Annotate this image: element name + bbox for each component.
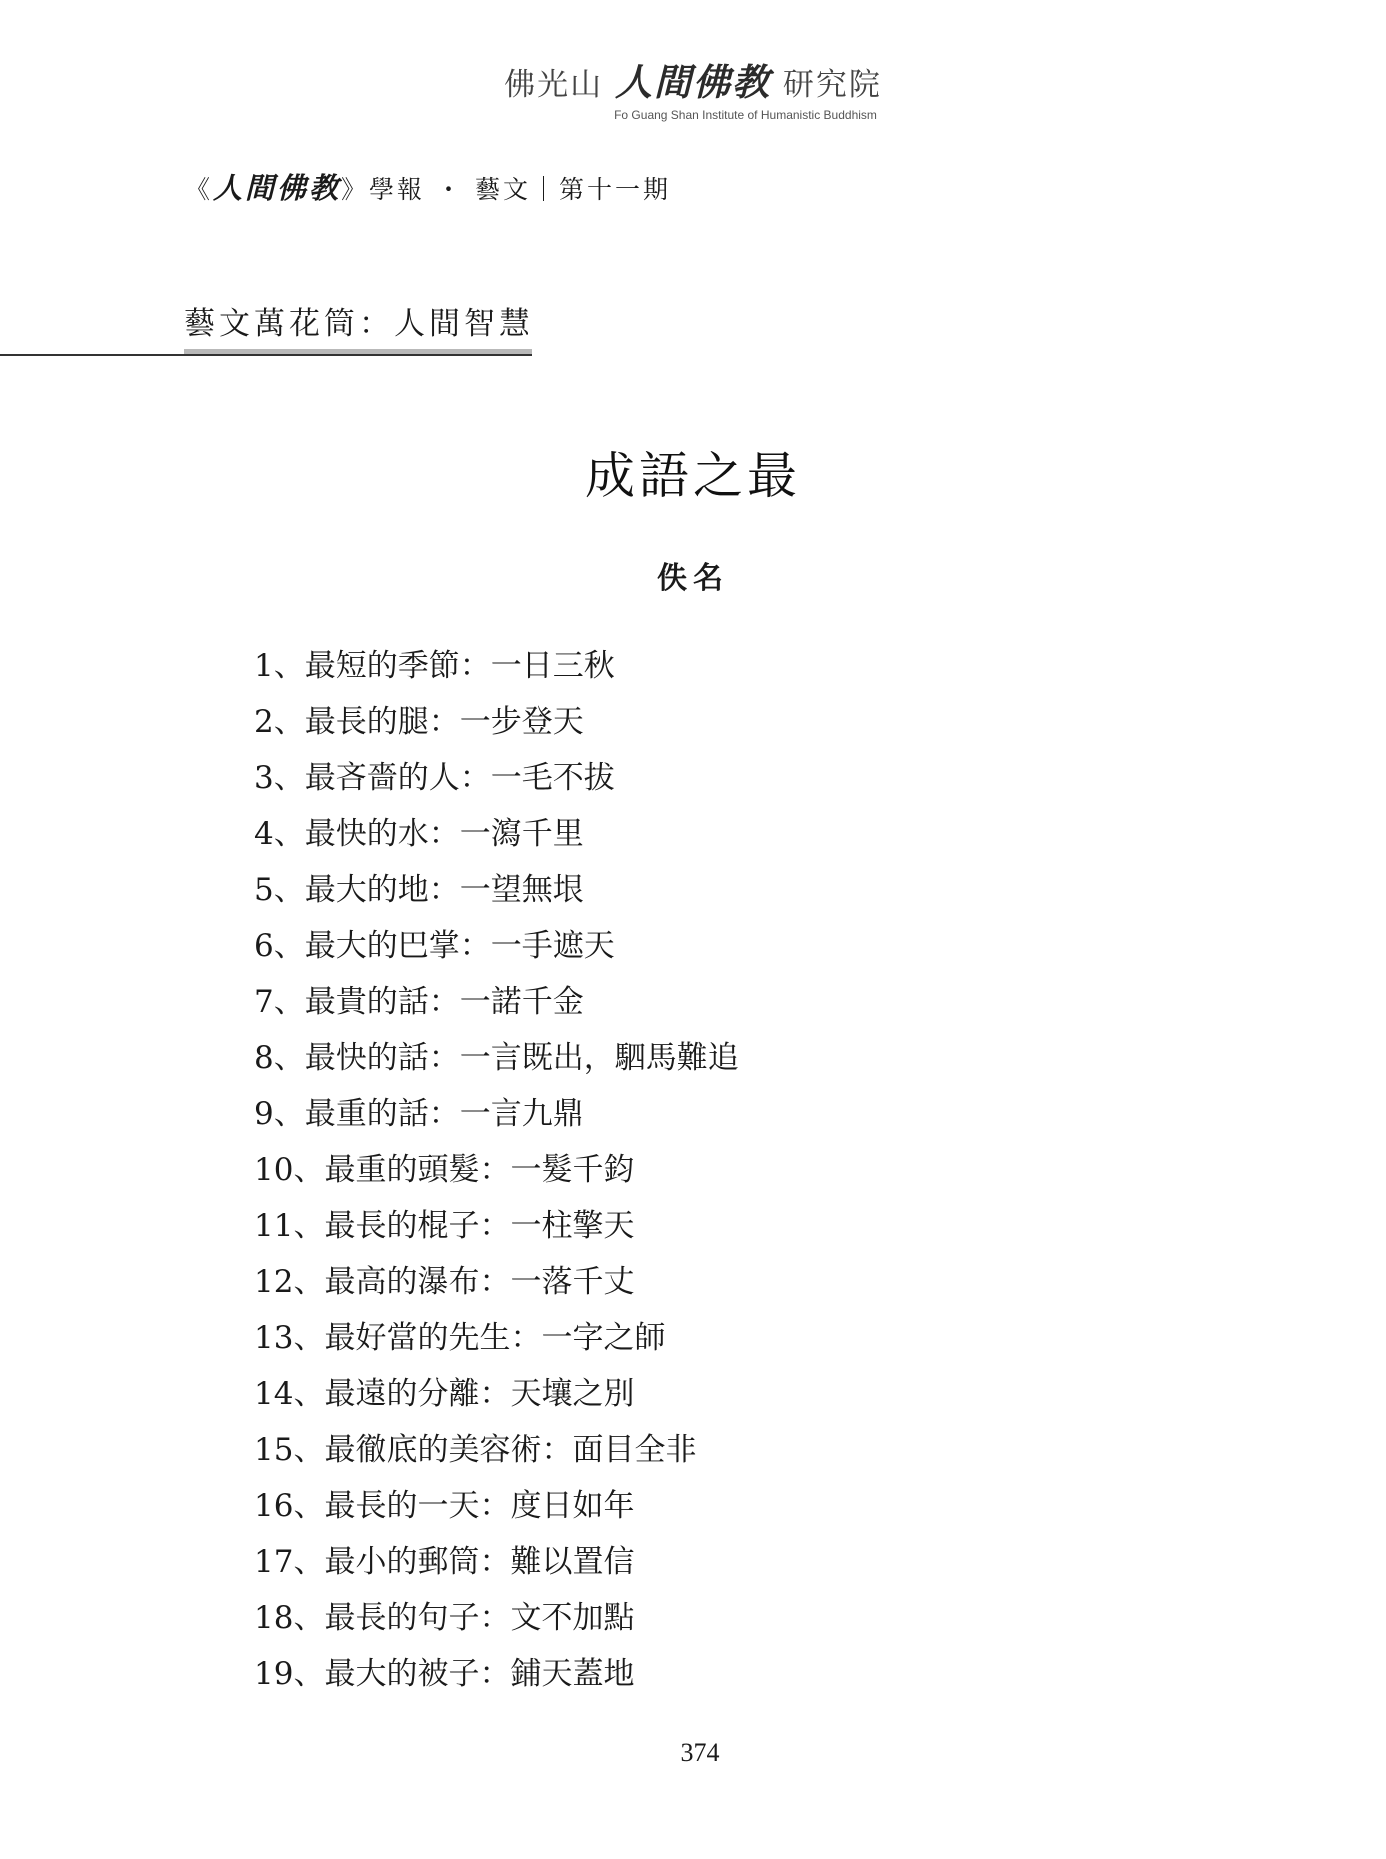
list-item: 12、最高的瀑布：一落千丈	[254, 1264, 635, 1300]
journal-brand: 人間佛教	[213, 171, 342, 205]
list-item: 6、最大的巴掌：一手遮天	[254, 928, 615, 964]
list-item: 1、最短的季節：一日三秋	[254, 648, 615, 684]
list-item: 3、最吝嗇的人：一毛不拔	[254, 760, 615, 796]
idiom-list	[254, 638, 739, 1702]
list-item: 9、最重的話：一言九鼎	[254, 1096, 584, 1132]
institute-brand-calligraphy: 人間佛教	[615, 61, 771, 104]
list-item: 16、最長的一天：度日如年	[254, 1488, 635, 1524]
list-item: 4、最快的水：一瀉千里	[254, 816, 584, 852]
article-author: 佚名	[657, 561, 729, 596]
list-item: 14、最遠的分離：天壤之別	[254, 1376, 635, 1412]
list-item: 13、最好當的先生：一字之師	[254, 1320, 666, 1356]
list-item: 17、最小的郵筒：難以置信	[254, 1544, 635, 1580]
list-item: 8、最快的話：一言既出，駟馬難追	[254, 1040, 739, 1076]
list-item: 5、最大的地：一望無垠	[254, 872, 584, 908]
list-item: 10、最重的頭髮：一髮千鈞	[254, 1152, 635, 1188]
page-number: 374	[680, 1738, 720, 1767]
institute-english-name: Fo Guang Shan Institute of Humanistic Buddhism	[614, 108, 877, 122]
institute-name	[0, 61, 1386, 104]
list-item: 19、最大的被子：鋪天蓋地	[254, 1656, 635, 1692]
journal-open-bracket: 《	[185, 175, 214, 204]
list-item: 7、最貴的話：一諾千金	[254, 984, 584, 1020]
list-item: 11、最長的棍子：一柱擎天	[254, 1208, 635, 1244]
journal-issue: 學報 ・ 藝文｜第十一期	[369, 175, 671, 204]
section-title: 藝文萬花筒：人間智慧	[184, 306, 534, 342]
journal-close-bracket: 》	[341, 175, 370, 204]
article-title: 成語之最	[585, 447, 801, 505]
institute-prefix: 佛光山	[504, 67, 604, 103]
institute-header	[0, 61, 1386, 122]
list-item: 2、最長的腿：一步登天	[254, 704, 584, 740]
journal-running-header	[185, 166, 671, 207]
list-item: 15、最徹底的美容術：面目全非	[254, 1432, 697, 1468]
institute-suffix: 研究院	[782, 67, 882, 103]
list-item: 18、最長的句子：文不加點	[254, 1600, 635, 1636]
section-rule	[0, 354, 532, 356]
